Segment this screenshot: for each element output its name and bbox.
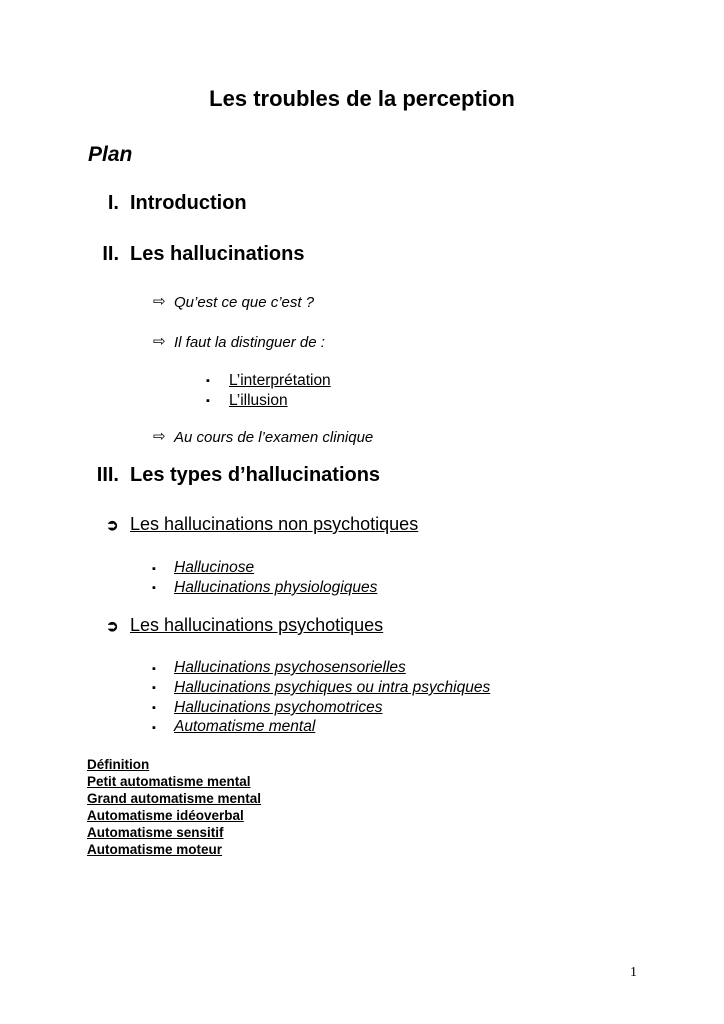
definition-item: Grand automatisme mental xyxy=(87,791,262,806)
section-title-hallucinations: Les hallucinations xyxy=(130,243,305,265)
square-bullet-icon: ▪ xyxy=(152,563,156,575)
square-bullet-icon: ▪ xyxy=(152,682,156,694)
definition-item: Petit automatisme mental xyxy=(87,774,251,789)
distinguish-item: L’interprétation xyxy=(229,372,331,389)
square-bullet-icon: ▪ xyxy=(206,375,210,387)
square-bullet-icon: ▪ xyxy=(152,582,156,594)
category-psychotic: Les hallucinations psychotiques xyxy=(130,615,384,635)
question-clinical-exam: Au cours de l’examen clinique xyxy=(174,429,374,446)
hollow-arrow-icon: ⇨ xyxy=(153,333,166,350)
non-psychotic-item: Hallucinations physiologiques xyxy=(174,579,378,596)
question-distinguish: Il faut la distinguer de : xyxy=(174,334,325,351)
question-what-is-it: Qu’est ce que c’est ? xyxy=(174,294,315,311)
psychotic-item: Hallucinations psychosensorielles xyxy=(174,659,406,676)
definition-heading: Définition xyxy=(87,757,150,772)
section-number-3: III. xyxy=(96,464,119,486)
square-bullet-icon: ▪ xyxy=(152,663,156,675)
section-number-1: I. xyxy=(107,192,119,214)
psychotic-item: Hallucinations psychiques ou intra psychiques xyxy=(174,679,491,696)
square-bullet-icon: ▪ xyxy=(152,702,156,714)
hollow-arrow-icon: ⇨ xyxy=(153,428,166,445)
definition-item: Automatisme idéoverbal xyxy=(87,808,244,823)
hollow-arrow-icon: ⇨ xyxy=(153,293,166,310)
non-psychotic-item: Hallucinose xyxy=(174,559,255,576)
page-number: 1 xyxy=(630,965,637,980)
page-title: Les troubles de la perception xyxy=(209,86,515,111)
definition-item: Automatisme moteur xyxy=(87,842,223,857)
square-bullet-icon: ▪ xyxy=(152,722,156,734)
psychotic-item: Hallucinations psychomotrices xyxy=(174,699,383,716)
distinguish-item: L’illusion xyxy=(229,392,288,409)
psychotic-item: Automatisme mental xyxy=(174,718,316,735)
circle-arrow-icon: ➲ xyxy=(106,618,119,635)
section-title-types: Les types d’hallucinations xyxy=(130,464,381,486)
section-title-introduction: Introduction xyxy=(130,192,247,214)
circle-arrow-icon: ➲ xyxy=(106,517,119,534)
definition-item: Automatisme sensitif xyxy=(87,825,224,840)
category-non-psychotic: Les hallucinations non psychotiques xyxy=(130,514,419,534)
square-bullet-icon: ▪ xyxy=(206,395,210,407)
section-number-2: II. xyxy=(102,243,119,265)
plan-heading: Plan xyxy=(88,143,133,166)
